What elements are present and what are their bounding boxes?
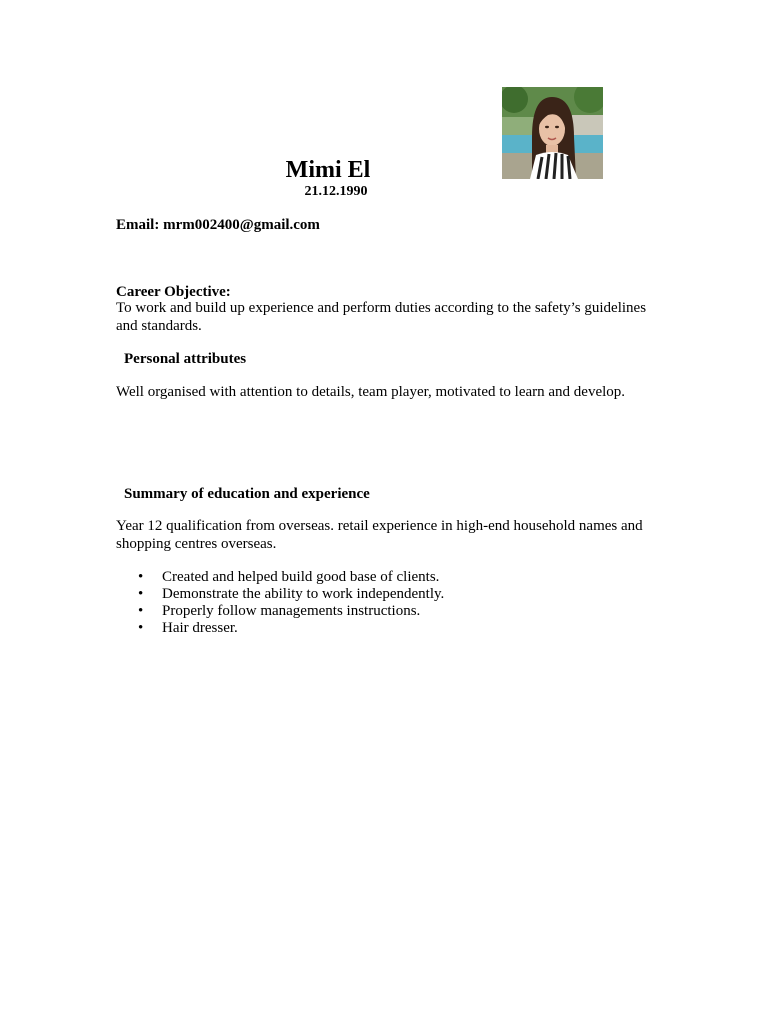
list-item-text: Created and helped build good base of clients. xyxy=(162,569,440,585)
list-item-text: Demonstrate the ability to work independently. xyxy=(162,586,445,602)
bullet-icon: • xyxy=(138,569,144,585)
bullet-icon: • xyxy=(138,586,144,602)
summary-heading: Summary of education and experience xyxy=(124,486,370,502)
email-line xyxy=(116,216,320,235)
career-objective-heading: Career Objective: xyxy=(116,284,231,300)
personal-attributes-heading: Personal attributes xyxy=(124,351,247,367)
list-item xyxy=(116,603,444,620)
date-of-birth: 21.12.1990 xyxy=(304,184,368,199)
bullet-icon: • xyxy=(138,603,144,619)
summary-text: Year 12 qualification from overseas. retail experience in high-end household names and shopping centres overseas. xyxy=(116,518,643,552)
bullet-icon: • xyxy=(138,620,144,636)
personal-attributes-text: Well organised with attention to details, team player, motivated to learn and develop. xyxy=(116,384,626,400)
list-item-text: Hair dresser. xyxy=(162,620,238,636)
career-objective-text: To work and build up experience and perform duties according to the safety’s guidelines and standards. xyxy=(116,300,647,334)
list-item xyxy=(116,620,444,637)
candidate-name: Mimi El xyxy=(285,157,371,183)
list-item xyxy=(116,569,444,586)
email-label: Email: xyxy=(116,217,160,233)
list-item xyxy=(116,586,444,603)
list-item-text: Properly follow managements instructions. xyxy=(162,603,421,619)
experience-bullet-list xyxy=(116,569,444,637)
email-value: mrm002400@gmail.com xyxy=(163,217,320,233)
